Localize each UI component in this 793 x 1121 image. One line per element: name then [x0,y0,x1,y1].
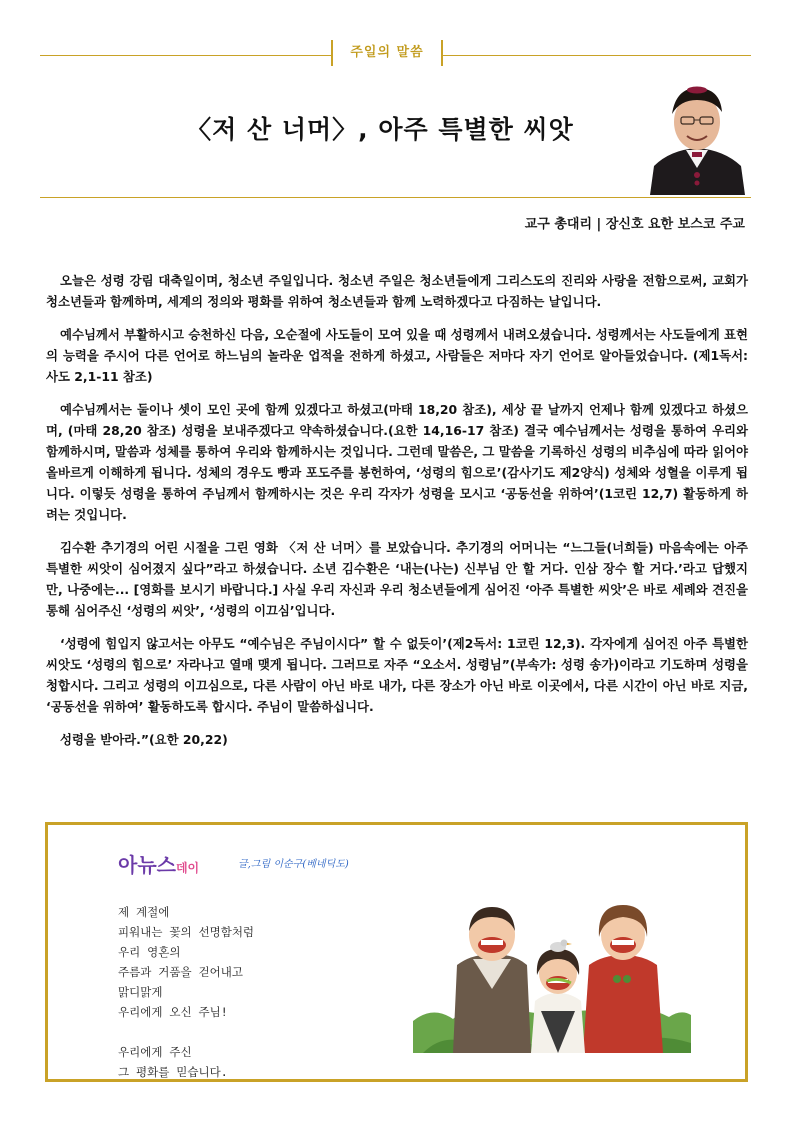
poem-line: 피워내는 꽃의 선명함처럼 [118,925,255,939]
cartoon-poem [118,902,254,1082]
page-title: 〈저 산 너머〉, 아주 특별한 씨앗 [186,115,574,144]
paragraph: 김수환 추기경의 어린 시절을 그린 영화 〈저 산 너머〉를 보았습니다. 추기경의 어머니는 “느그들(너희들) 마음속에는 아주 특별한 씨앗이 심어졌지 싶다”라고 하셨습니다. 소년 김수환은 ‘내는(나는) 신부님 안 할 거다. 인삼 장수 할 거다.’라고 답했지만, 나중에는... [영화를 보시기 바랍니다.] 사실 우리 자신과 우리 청소년들에게 심어진 ‘아주 특별한 씨앗’은 바로 세례와 견진을 통해 심어주신 ‘성령의 씨앗’, ‘성령의 이끄심’입니다. [46,540,748,618]
paragraph: ‘성령에 힘입지 않고서는 아무도 “예수님은 주님이시다” 할 수 없듯이’(제2독서: 1코린 12,3). 각자에게 심어진 아주 특별한 씨앗도 ‘성령의 힘으로’ 자라나고 열매 맺게 됩니다. 그러므로 자주 “오소서. 성령님”(부속가: 성령 송가)이라고 기도하며 성령을 청합시다. 그리고 성령의 이끄심으로, 다른 사람이 아닌 바로 내가, 다른 장소가 아닌 바로 이곳에서, 다른 시간이 아닌 바로 지금, ‘공동선을 위하여’ 활동하도록 합시다. 주님이 말씀하십니다. [46,636,748,714]
paragraph: 성령을 받아라.”(요한 20,22) [60,732,228,747]
poem-line: 주름과 거품을 걷어내고 [118,965,243,979]
paragraph: 예수님께서 부활하시고 승천하신 다음, 오순절에 사도들이 모여 있을 때 성령께서 내려오셨습니다. 성령께서는 사도들에게 표현의 능력을 주시어 다른 언어로 하느님의 놀라운 업적을 전하게 하셨고, 사람들은 저마다 자기 언어로 알아들었습니다. (제1독서: 사도 2,1-11 참조) [46,327,748,384]
title-rule [40,197,751,198]
family-illustration [413,893,691,1053]
cartoon-author: 글,그림 이순구(베네딕도) [238,859,349,870]
paragraph: 예수님께서는 둘이나 셋이 모인 곳에 함께 있겠다고 하셨고(마태 18,20 참조), 세상 끝 날까지 언제나 함께 있겠다고 하셨으며, (마태 28,20 참조) 성령을 보내주겠다고 약속하셨습니다.(요한 14,16-17 참조) 결국 예수님께서는 성령을 통하여 우리와 함께하시며, 말씀과 성체를 통하여 우리와 함께하시는 것입니다. 그런데 말씀은, 그 말씀을 기록하신 성령의 비추심에 따라 읽어야 올바르게 이해하게 됩니다. 성체의 경우도 빵과 포도주를 봉헌하여, ‘성령의 힘으로’(감사기도 제2양식) 성체와 성혈을 이루게 됩니다. 이렇듯 성령을 통하여 주님께서 함께하시는 것은 우리 각자가 성령을 모시고 ‘공동선을 위하여’(1코린 12,7) 활동하게 하려는 것입니다. [46,402,748,522]
poem-line: 그 평화를 믿습니다. [118,1065,228,1079]
byline: 교구 총대리 | 장신호 요한 보스코 주교 [524,217,745,232]
poem-line: 제 계절에 [118,905,170,919]
poem-line: 맑디맑게 [118,985,163,999]
poem-line: 우리에게 오신 주님! [118,1005,228,1019]
cartoon-brand [118,849,199,878]
header-rule-left [40,55,331,56]
paragraph: 오늘은 성령 강림 대축일이며, 청소년 주일입니다. 청소년 주일은 청소년들에게 그리스도의 진리와 사랑을 전함으로써, 교회가 청소년들과 함께하며, 세계의 정의와 평화를 위하여 청소년들과 함께 노력하겠다고 다짐하는 날입니다. [46,273,748,309]
header-rule-right [443,55,751,56]
section-tab: 주일의 말씀 [331,40,443,66]
brand-main: 아뉴스 [118,853,176,877]
brand-small: 데이 [175,861,200,875]
article-body [46,270,748,762]
poem-line [118,1022,254,1042]
bishop-portrait [650,80,745,195]
poem-line: 우리에게 주신 [118,1045,192,1059]
cartoon-box [45,822,748,1082]
poem-line: 우리 영혼의 [118,945,181,959]
